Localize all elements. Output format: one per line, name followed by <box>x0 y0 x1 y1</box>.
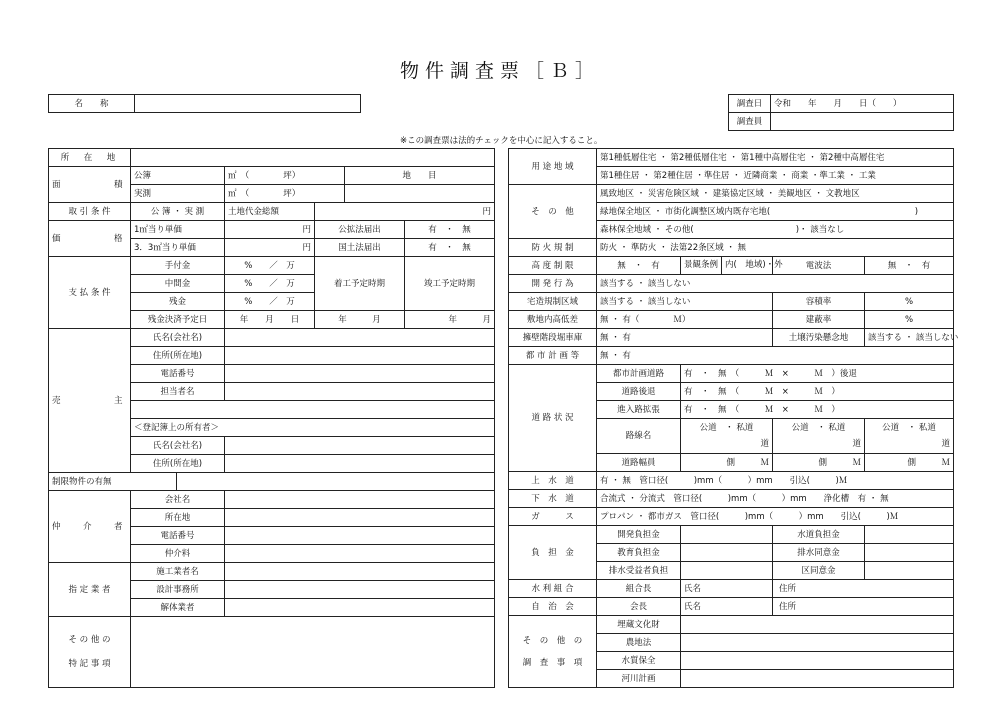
water-options[interactable]: 有 ・ 無 管口径( )mm（ ）mm 引込( )Ｍ <box>597 472 954 490</box>
name-table <box>48 94 361 113</box>
broker-phone-label: 電話番号 <box>131 527 225 545</box>
broker-label: 仲 介 者 <box>49 491 131 563</box>
designated-label: 指 定 業 者 <box>49 563 131 617</box>
kokaku-label: 公拡法届出 <box>315 221 405 239</box>
road-type-3: 公道 ・ 私道 <box>882 423 936 433</box>
fire-options[interactable]: 防火 ・ 準防火 ・ 法第22条区域 ・ 無 <box>597 239 954 257</box>
farmland-label: 農地法 <box>597 634 681 652</box>
area-registry-unit[interactable]: ㎡ （ 坪） <box>225 167 345 185</box>
location-field[interactable] <box>131 149 495 167</box>
district-shared-label: 区同意金 <box>773 562 865 580</box>
landscape-options[interactable]: 内( 地域)・外 <box>725 260 783 270</box>
other-special-line1: そ の 他 の <box>68 635 111 645</box>
dev-burden-label: 開発負担金 <box>597 526 681 544</box>
demolition-label: 解体業者 <box>131 599 225 617</box>
land-total-label: 土地代金総額 <box>225 203 315 221</box>
seller-blank-row <box>131 401 495 419</box>
land-category-label: 地 目 <box>345 167 495 185</box>
drain-benefit-label: 排水受益者負担 <box>597 562 681 580</box>
date-label: 調査日 <box>729 95 771 113</box>
land-reg-options[interactable]: 該当する ・ 該当しない <box>597 293 773 311</box>
radio-label: 電波法 <box>773 257 865 275</box>
drain-benefit-field[interactable] <box>681 562 773 580</box>
dev-burden-field[interactable] <box>681 526 773 544</box>
dev-label: 開 発 行 為 <box>509 275 597 293</box>
retaining-options[interactable]: 無 ・ 有 <box>597 329 773 347</box>
other-special-field[interactable] <box>131 617 495 688</box>
date-table <box>728 94 954 131</box>
edu-burden-label: 教育負担金 <box>597 544 681 562</box>
seller-label: 売 主 <box>49 329 131 473</box>
assoc-head-name[interactable]: 氏名 <box>681 580 773 598</box>
settle-date-label: 残金決済予定日 <box>131 311 225 329</box>
chairman-residence[interactable]: 住所 <box>773 598 954 616</box>
broker-fee-label: 仲介料 <box>131 545 225 563</box>
surveyor-field[interactable] <box>771 113 954 131</box>
builder-label: 施工業者名 <box>131 563 225 581</box>
area-actual-unit[interactable]: ㎡ （ 坪） <box>225 185 345 203</box>
urban-plan-options[interactable]: 無 ・ 有 <box>597 347 954 365</box>
other-district-line1[interactable]: 風致地区 ・ 災害危険区域 ・ 建築協定区域 ・ 美観地区 ・ 文教地区 <box>597 185 954 203</box>
chairman-name[interactable]: 氏名 <box>681 598 773 616</box>
payment-label: 支 払 条 件 <box>49 257 131 329</box>
surveyor-label: 調査員 <box>729 113 771 131</box>
sewer-options[interactable]: 合流式 ・ 分流式 管口径( )mm（ ）mm 浄化槽 有 ・ 無 <box>597 490 954 508</box>
broker-company-field[interactable] <box>225 491 495 509</box>
elev-options[interactable]: 無 ・ 有（ Ｍ） <box>597 311 773 329</box>
water-burden-field[interactable] <box>865 526 954 544</box>
price-label: 価 格 <box>49 221 131 257</box>
other-district-line2[interactable]: 緑地保全地区 ・ 市街化調整区域内既存宅地( ) <box>597 203 954 221</box>
name-label: 名 称 <box>49 95 135 113</box>
water-quality-label: 水質保全 <box>597 652 681 670</box>
per-m2-yen[interactable]: 円 <box>225 221 315 239</box>
other-special-line2: 特 記 事 項 <box>68 659 111 669</box>
owner-address-label: 住所(所在地) <box>131 455 225 473</box>
broker-address-label: 所在地 <box>131 509 225 527</box>
radio-options[interactable]: 無 ・ 有 <box>865 257 954 275</box>
zoning-line2[interactable]: 第1種住居 ・ 第2種住居 ・準住居 ・ 近隣商業 ・ 商業 ・準工業 ・ 工業 <box>597 167 954 185</box>
other-survey-line1: そ の 他 の <box>522 635 583 646</box>
gas-label: ガ ス <box>509 508 597 526</box>
assoc-head-residence[interactable]: 住所 <box>773 580 954 598</box>
drain-shared-label: 排水同意金 <box>773 544 865 562</box>
balance-label: 残金 <box>131 293 225 311</box>
sewer-label: 下 水 道 <box>509 490 597 508</box>
water-burden-label: 水道負担金 <box>773 526 865 544</box>
road-name-3[interactable] <box>865 419 954 454</box>
interim-label: 中間金 <box>131 275 225 293</box>
registered-owner-heading: ＜登記簿上の所有者＞ <box>131 419 495 437</box>
trade-label: 取 引 条 件 <box>49 203 131 221</box>
other-survey-label <box>509 616 597 688</box>
soil-label: 土壌汚染懸念地 <box>773 329 865 347</box>
trade-options[interactable]: 公 簿 ・ 実 測 <box>131 203 225 221</box>
broker-address-field[interactable] <box>225 509 495 527</box>
owner-company-label: 氏名(会社名) <box>131 437 225 455</box>
demolition-field[interactable] <box>225 599 495 617</box>
autonomy-label: 自 治 会 <box>509 598 597 616</box>
urban-plan-label: 都 市 計 画 等 <box>509 347 597 365</box>
zoning-line1[interactable]: 第1種低層住宅 ・ 第2種低層住宅 ・ 第1種中高層住宅 ・ 第2種中高層住宅 <box>597 149 954 167</box>
other-district-line3[interactable]: 森林保全地域 ・ その他( )・ 該当なし <box>597 221 954 239</box>
road-suffix-2: 道 <box>852 439 861 449</box>
water-quality-field[interactable] <box>681 652 954 670</box>
kokaku-options[interactable]: 有 ・ 無 <box>405 221 495 239</box>
widening-options[interactable]: 有 ・ 無 （ Ｍ × Ｍ ） <box>681 401 954 419</box>
seller-company-field[interactable] <box>225 329 495 347</box>
setback-label: 道路後退 <box>597 383 681 401</box>
kokudo-options[interactable]: 有 ・ 無 <box>405 239 495 257</box>
design-office-label: 設計事務所 <box>131 581 225 599</box>
restricted-field[interactable] <box>177 473 495 491</box>
broker-phone-field[interactable] <box>225 527 495 545</box>
bcr-unit[interactable]: % <box>865 311 954 329</box>
seller-contact-field[interactable] <box>225 383 495 401</box>
height-label: 高 度 制 限 <box>509 257 597 275</box>
seller-phone-label: 電話番号 <box>131 365 225 383</box>
seller-address-field[interactable] <box>225 347 495 365</box>
landscape-cell <box>681 257 783 275</box>
road-type-1: 公道 ・ 私道 <box>699 423 754 433</box>
farmland-field[interactable] <box>681 634 954 652</box>
edu-burden-field[interactable] <box>681 544 773 562</box>
name-field[interactable] <box>135 95 361 113</box>
restricted-label: 制限物件の有無 <box>49 473 177 491</box>
per-33-yen[interactable]: 円 <box>225 239 315 257</box>
finish-plan-label: 竣工予定時期 <box>405 257 495 311</box>
road-label: 道 路 状 況 <box>509 365 597 472</box>
gas-options[interactable]: プロパン ・ 都市ガス 管口径( )mm（ ）mm 引込( )Ｍ <box>597 508 954 526</box>
assoc-head-label: 組合長 <box>597 580 681 598</box>
owner-company-field[interactable] <box>225 437 495 455</box>
broker-fee-field[interactable] <box>225 545 495 563</box>
seller-address-label: 住所(所在地) <box>131 347 225 365</box>
owner-address-field[interactable] <box>225 455 495 473</box>
per-33-label: 3．3㎡当り単価 <box>131 239 225 257</box>
area-label: 面 積 <box>49 167 131 203</box>
seller-company-label: 氏名(会社名) <box>131 329 225 347</box>
road-suffix-1: 道 <box>760 439 769 449</box>
buried-label: 埋蔵文化財 <box>597 616 681 634</box>
landscape-label: 景観条例 <box>681 257 722 274</box>
elev-label: 敷地内高低差 <box>509 311 597 329</box>
seller-phone-field[interactable] <box>225 365 495 383</box>
finish-plan-value[interactable]: 年 月 <box>405 311 495 329</box>
fire-label: 防 火 規 制 <box>509 239 597 257</box>
burden-label: 負 担 金 <box>509 526 597 580</box>
balance-value[interactable]: % ／ 万 <box>225 293 315 311</box>
road-name-1[interactable] <box>681 419 773 454</box>
zoning-label: 用 途 地 域 <box>509 149 597 185</box>
start-plan-value[interactable]: 年 月 <box>315 311 405 329</box>
seller-contact-label: 担当者名 <box>131 383 225 401</box>
date-field[interactable]: 令和 年 月 日（ ） <box>771 95 954 113</box>
per-m2-label: 1㎡当り単価 <box>131 221 225 239</box>
deposit-value[interactable]: % ／ 万 <box>225 257 315 275</box>
dev-options[interactable]: 該当する ・ 該当しない <box>597 275 954 293</box>
river-plan-label: 河川計画 <box>597 670 681 688</box>
road-width-3[interactable]: 側 Ｍ <box>865 454 954 472</box>
page-title: 物件調査票［Ｂ］ <box>399 60 600 82</box>
river-plan-field[interactable] <box>681 670 954 688</box>
interim-value[interactable]: % ／ 万 <box>225 275 315 293</box>
bcr-label: 建蔽率 <box>773 311 865 329</box>
soil-options[interactable]: 該当する ・ 該当しない <box>865 329 954 347</box>
height-options[interactable]: 無 ・ 有 <box>597 257 681 275</box>
retaining-label: 擁壁階段堀車庫 <box>509 329 597 347</box>
builder-field[interactable] <box>225 563 495 581</box>
instruction-note: ※この調査票は法的チェックを中心に記入すること。 <box>400 136 603 146</box>
water-label: 上 水 道 <box>509 472 597 490</box>
road-type-2: 公道 ・ 私道 <box>791 423 846 433</box>
buried-field[interactable] <box>681 616 954 634</box>
chairman-label: 会長 <box>597 598 681 616</box>
road-plan-label: 都市計画道路 <box>597 365 681 383</box>
right-table <box>508 148 959 688</box>
widening-label: 進入路拡張 <box>597 401 681 419</box>
road-width-2[interactable]: 側 Ｍ <box>773 454 865 472</box>
other-district-label: そ の 他 <box>509 185 597 239</box>
road-name-label: 路線名 <box>597 419 681 454</box>
deposit-label: 手付金 <box>131 257 225 275</box>
design-office-field[interactable] <box>225 581 495 599</box>
road-plan-options[interactable]: 有 ・ 無 （ Ｍ × Ｍ ）後退 <box>681 365 954 383</box>
kokudo-label: 国土法届出 <box>315 239 405 257</box>
road-name-2[interactable] <box>773 419 865 454</box>
district-shared-field[interactable] <box>865 562 954 580</box>
land-total-yen[interactable]: 円 <box>315 203 495 221</box>
land-reg-label: 宅造規制区域 <box>509 293 597 311</box>
other-survey-line2: 調 査 事 項 <box>522 657 583 668</box>
area-actual-label: 実測 <box>131 185 225 203</box>
area-registry-label: 公簿 <box>131 167 225 185</box>
road-suffix-3: 道 <box>941 439 951 449</box>
start-plan-label: 着工予定時期 <box>315 257 405 311</box>
settle-date-value[interactable]: 年 月 日 <box>225 311 315 329</box>
irrigation-label: 水 利 組 合 <box>509 580 597 598</box>
broker-company-label: 会社名 <box>131 491 225 509</box>
coverage-unit[interactable]: % <box>865 293 954 311</box>
land-category-field[interactable] <box>345 185 495 203</box>
left-table <box>48 148 495 688</box>
coverage-label: 容積率 <box>773 293 865 311</box>
road-width-1[interactable]: 側 Ｍ <box>681 454 773 472</box>
location-label: 所 在 地 <box>49 149 131 167</box>
other-special-label <box>49 617 131 688</box>
road-width-label: 道路幅員 <box>597 454 681 472</box>
drain-shared-field[interactable] <box>865 544 954 562</box>
setback-options[interactable]: 有 ・ 無 （ Ｍ × Ｍ ） <box>681 383 954 401</box>
